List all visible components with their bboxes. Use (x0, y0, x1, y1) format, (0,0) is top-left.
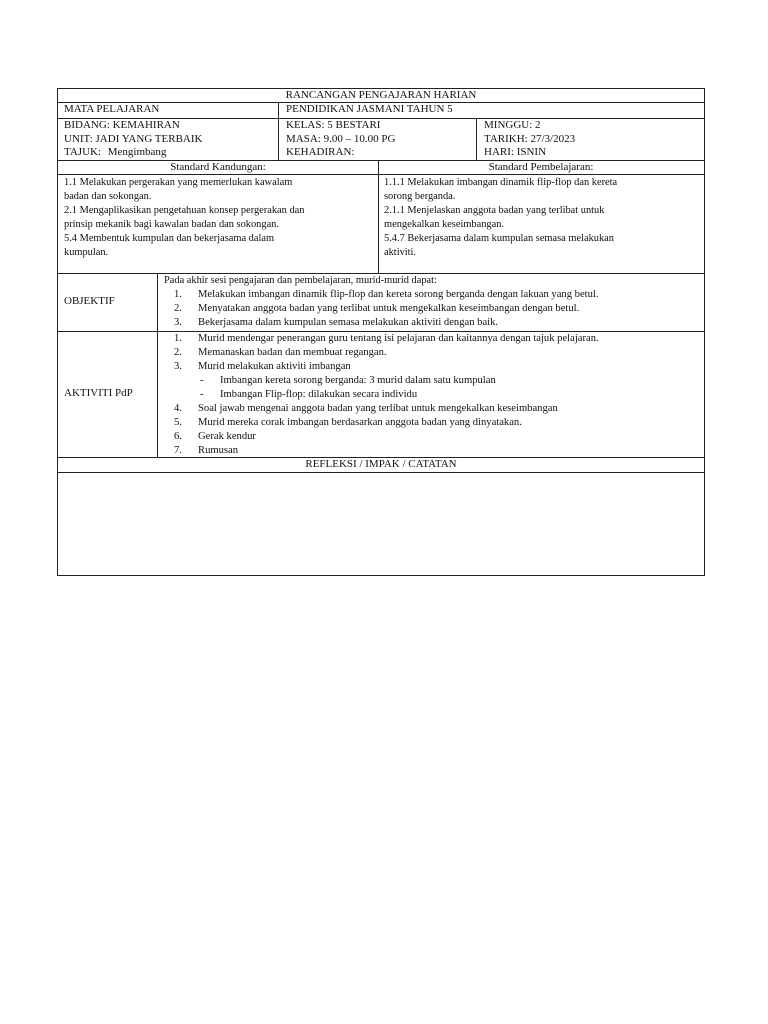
list-item (164, 288, 704, 302)
list-subitem (164, 388, 704, 402)
kehadiran-field: KEHADIRAN: (286, 146, 355, 158)
sp-line: 2.1.1 Menjelaskan anggota badan yang terlibat untuk (384, 205, 605, 216)
item-text: Memanaskan badan dan membuat regangan. (198, 347, 387, 358)
sk-line: 5.4 Membentuk kumpulan dan bekerjasama dalam (64, 233, 275, 244)
list-item (164, 402, 704, 416)
item-text: Murid melakukan aktiviti imbangan (198, 361, 351, 372)
item-number: 2. (174, 303, 182, 314)
item-text: Gerak kendur (198, 431, 256, 442)
list-item (164, 302, 704, 316)
item-bullet: - (200, 389, 204, 400)
aktiviti-content (160, 332, 704, 458)
lesson-plan-table (57, 88, 705, 576)
item-bullet: - (200, 375, 204, 386)
item-text: Imbangan kereta sorong berganda: 3 murid dalam satu kumpulan (220, 375, 496, 386)
sp-line: sorong berganda. (384, 191, 456, 202)
sk-line: 1.1 Melakukan pergerakan yang memerlukan kawalam (64, 177, 293, 188)
bidang-field: BIDANG: KEMAHIRAN (64, 119, 180, 131)
sk-line: kumpulan. (64, 247, 109, 258)
objektif-content (160, 274, 704, 332)
list-item (164, 346, 704, 360)
item-text: Soal jawab mengenai anggota badan yang terlibat untuk mengekalkan keseimbangan (198, 403, 558, 414)
item-number: 5. (174, 417, 182, 428)
list-item (164, 360, 704, 374)
refleksi-heading: REFLEKSI / IMPAK / CATATAN (305, 458, 457, 470)
kelas-field: KELAS: 5 BESTARI (286, 119, 381, 131)
item-number: 7. (174, 445, 182, 456)
item-text: Imbangan Flip-flop: dilakukan secara individu (220, 389, 418, 400)
item-text: Rumusan (198, 445, 239, 456)
tarikh-field: TARIKH: 27/3/2023 (484, 133, 576, 145)
list-subitem (164, 374, 704, 388)
tajuk-label: TAJUK: (64, 146, 102, 158)
sk-line: prinsip mekanik bagi kawalan badan dan sokongan. (64, 219, 279, 230)
list-item (164, 416, 704, 430)
item-number: 1. (174, 333, 182, 344)
standard-pembelajaran-text (380, 176, 702, 272)
objektif-label: OBJEKTIF (64, 295, 115, 307)
sk-line: badan dan sokongan. (64, 191, 152, 202)
item-number: 6. (174, 431, 182, 442)
item-text: Melakukan imbangan dinamik flip-flop dan kereta sorong berganda dengan lakuan yang betul. (198, 289, 599, 300)
sp-line: 5.4.7 Bekerjasama dalam kumpulan semasa melakukan (384, 233, 614, 244)
standard-kandungan-heading: Standard Kandungan: (170, 161, 266, 173)
tajuk-value: Mengimbang (107, 146, 167, 158)
refleksi-area (58, 473, 704, 575)
minggu-field: MINGGU: 2 (484, 119, 541, 131)
item-number: 1. (174, 289, 182, 300)
hari-field: HARI: ISNIN (484, 146, 547, 158)
list-item (164, 332, 704, 346)
page-title: RANCANGAN PENGAJARAN HARIAN (285, 89, 477, 101)
item-number: 3. (174, 361, 182, 372)
list-item (164, 316, 704, 330)
item-text: Menyatakan anggota badan yang terlibat untuk mengekalkan keseimbangan dengan betul. (198, 303, 580, 314)
sp-line: mengekalkan keseimbangan. (384, 219, 505, 230)
item-text: Bekerjasama dalam kumpulan semasa melakukan aktiviti dengan baik. (198, 317, 499, 328)
tajuk-field (60, 146, 276, 160)
mata-pelajaran-label: MATA PELAJARAN (64, 103, 160, 115)
objektif-intro: Pada akhir sesi pengajaran dan pembelajaran, murid-murid dapat: (164, 275, 437, 286)
list-item (164, 444, 704, 458)
unit-field: UNIT: JADI YANG TERBAIK (64, 133, 203, 145)
masa-field: MASA: 9.00 – 10.00 PG (286, 133, 396, 145)
aktiviti-label: AKTIVITI PdP (64, 387, 133, 399)
standard-kandungan-text (60, 176, 376, 272)
item-number: 4. (174, 403, 182, 414)
standard-pembelajaran-heading: Standard Pembelajaran: (488, 161, 594, 173)
item-number: 3. (174, 317, 182, 328)
item-text: Murid mendengar penerangan guru tentang isi pelajaran dan kaitannya dengan tajuk pelajaran. (198, 333, 599, 344)
mata-pelajaran-value: PENDIDIKAN JASMANI TAHUN 5 (286, 103, 453, 115)
sp-line: 1.1.1 Melakukan imbangan dinamik flip-flop dan kereta (384, 177, 618, 188)
item-number: 2. (174, 347, 182, 358)
sp-line: aktiviti. (384, 247, 417, 258)
item-text: Murid mereka corak imbangan berdasarkan anggota badan yang dinyatakan. (198, 417, 522, 428)
list-item (164, 430, 704, 444)
sk-line: 2.1 Mengaplikasikan pengetahuan konsep pergerakan dan (64, 205, 305, 216)
